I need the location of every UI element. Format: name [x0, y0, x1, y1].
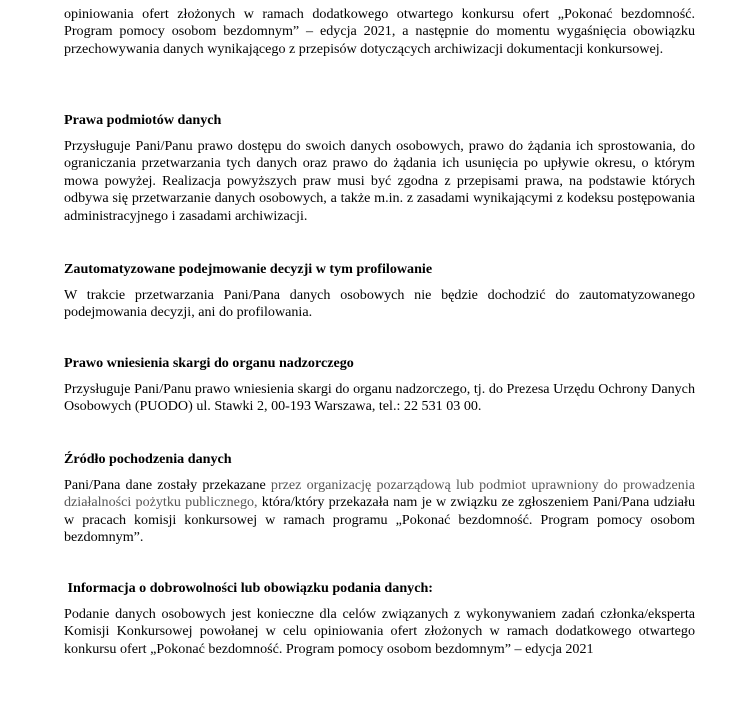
complaint-paragraph: Przysługuje Pani/Panu prawo wniesienia skargi do organu nadzorczego, tj. do Prezesa Urzędu Ochrony Danych Osobowych (PUODO) ul. Stawki 2, 00-193 Warszawa, tel.: 22 531 03 00.	[64, 381, 695, 415]
heading-complaint: Prawo wniesienia skargi do organu nadzorczego	[64, 355, 354, 371]
data-source-text-highlight: przez organizację pozarządową lub podmiot uprawniony do prowadzenia działalności pożytku publicznego,	[64, 477, 695, 511]
automated-decisions-paragraph: W trakcie przetwarzania Pani/Pana danych osobowych nie będzie dochodzić do zautomatyzowanego podejmowania decyzji, ani do profilowania.	[64, 287, 695, 321]
retention-paragraph: opiniowania ofert złożonych w ramach dodatkowego otwartego konkursu ofert „Pokonać bezdomność. Program pomocy osobom bezdomnym” – edycja 2021, a następnie do momentu wygaśnięcia obowiązku przechowywania danych wynikającego z przepisów dotyczących archiwizacji dokumentacji konkursowej.	[64, 6, 695, 57]
section-data-subject-rights	[64, 111, 695, 225]
heading-obligation: Informacja o dobrowolności lub obowiązku podania danych:	[64, 580, 433, 596]
section-complaint	[64, 354, 695, 416]
section-retention	[64, 6, 695, 58]
data-subject-rights-paragraph: Przysługuje Pani/Panu prawo dostępu do swoich danych osobowych, prawo do żądania ich sprostowania, do ograniczania przetwarzania tych danych oraz prawo do żądania ich usunięcia po upływie okresu, o którym mowa powyżej. Realizacja powyższych praw musi być zgodna z przepisami prawa, na podstawie których odbywa się przetwarzanie danych osobowych, a także m.in. z zasadami wynikającymi z kodeksu postępowania administracyjnego i zasadami archiwizacji.	[64, 138, 695, 224]
heading-data-subject-rights: Prawa podmiotów danych	[64, 112, 222, 128]
data-source-paragraph	[64, 477, 695, 547]
heading-automated-decisions: Zautomatyzowane podejmowanie decyzji w tym profilowanie	[64, 261, 433, 277]
data-source-text-before: Pani/Pana dane zostały przekazane	[64, 477, 271, 493]
obligation-paragraph: Podanie danych osobowych jest konieczne dla celów związanych z wykonywaniem zadań członka/eksperta Komisji Konkursowej powołanej w celu opiniowania ofert złożonych w ramach dodatkowego otwartego konkursu ofert „Pokonać bezdomność. Program pomocy osobom bezdomnym” – edycja 2021	[64, 606, 695, 657]
heading-data-source: Źródło pochodzenia danych	[64, 451, 232, 467]
section-obligation	[64, 579, 695, 658]
data-source-text-after: która/który przekazała nam je w związku ze zgłoszeniem Pani/Pana udziału w pracach komisji konkursowej w ramach programu „Pokonać bezdomność. Program pomocy osobom bezdomnym”.	[64, 494, 695, 546]
section-automated-decisions	[64, 260, 695, 322]
section-data-source	[64, 450, 695, 547]
